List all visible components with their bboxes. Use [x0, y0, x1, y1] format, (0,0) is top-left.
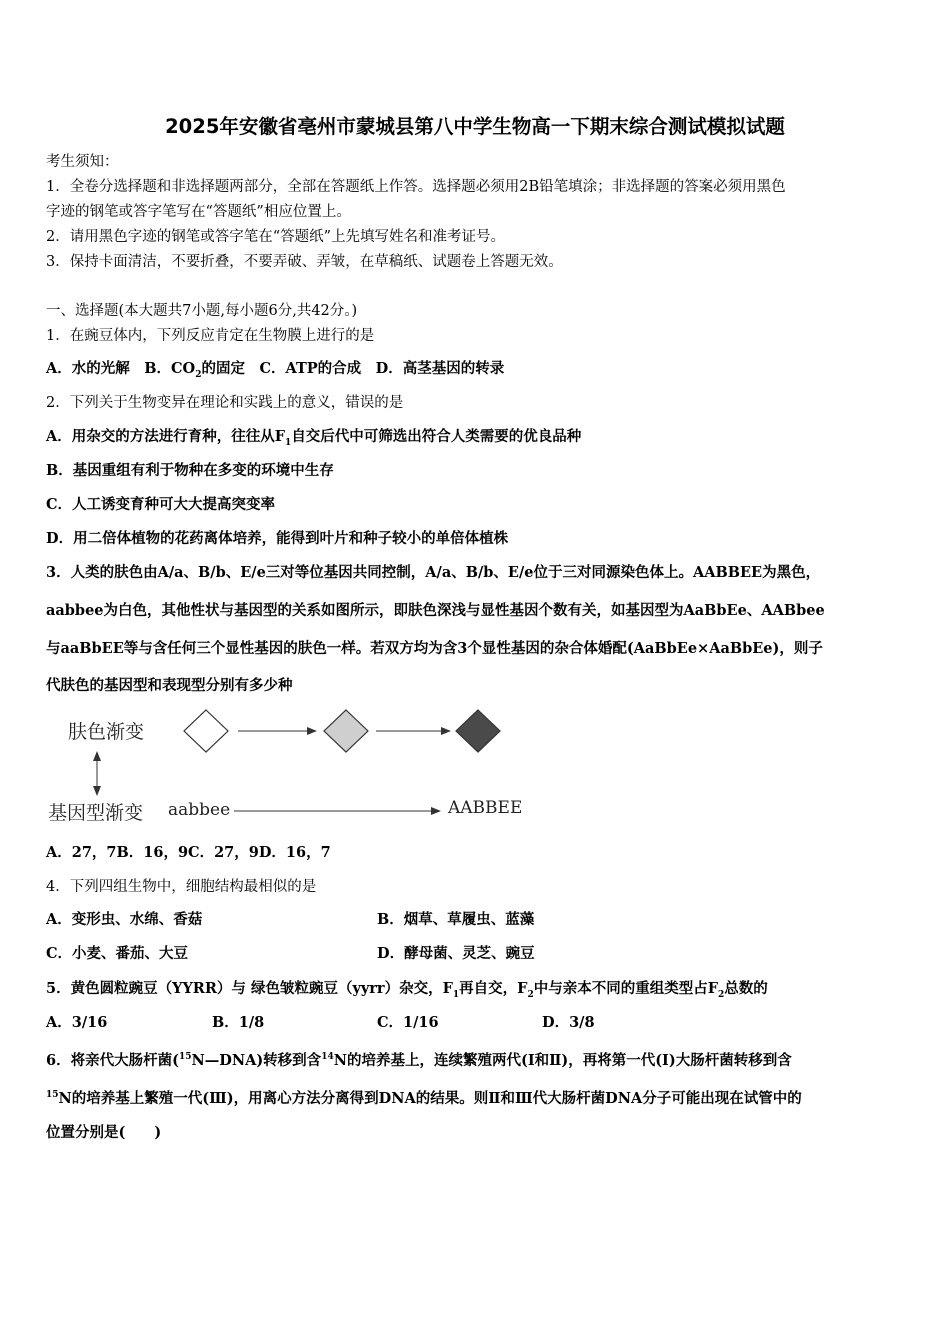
q4-option-c: C．小麦、番茄、大豆 [46, 945, 189, 962]
notice-heading: 考生须知： [46, 154, 119, 170]
q4-option-a: A．变形虫、水绵、香菇 [46, 911, 203, 928]
q4-option-b: B．烟草、草履虫、蓝藻 [377, 911, 535, 928]
q2-stem: 2．下列关于生物变异在理论和实践上的意义，错误的是 [46, 395, 404, 411]
q2-option-a: A．用杂交的方法进行育种，往往从$F_1$自交后代中可筛选出符合人类需要的优良品种 [46, 428, 582, 448]
skin-color-figure [46, 700, 546, 830]
q5-option-b: B．1/8 [212, 1014, 265, 1031]
q1-options: A．水的光解 B．$CO_2$的固定 C．ATP的合成 D．高茎基因的转录 [46, 360, 505, 380]
q2-option-d: D．用二倍体植物的花药离体培养，能得到叶片和种子较小的单倍体植株 [46, 530, 509, 547]
figure-label-genotype: 基因型渐变 [48, 802, 144, 824]
genotype-left: aabbee [168, 800, 231, 820]
diamond-light [184, 710, 228, 752]
q6-stem-line2: $^{15}$N的培养基上繁殖一代(Ⅲ)，用离心方法分离得到DNA的结果。则Ⅱ和Ⅲ代大肠杆菌DNA分子可能出现在试管中的 [46, 1089, 802, 1107]
q5-option-c: C．1/16 [377, 1014, 439, 1031]
q4-option-d: D．酵母菌、灵芝、豌豆 [377, 945, 535, 962]
q6-stem-line1: 6．将亲代大肠杆菌($^{15}$N—DNA)转移到含$^{14}$N的培养基上，连续繁殖两代(Ⅰ和Ⅱ)，再将第一代(Ⅰ)大肠杆菌转移到含 [46, 1051, 792, 1069]
q3-stem-line3: 与aaBbEE等与含任何三个显性基因的肤色一样。若双方均为含3个显性基因的杂合体婚配(AaBbEe×AaBbEe)，则子 [46, 640, 823, 657]
notice-item-1-cont: 字迹的钢笔或答字笔写在“答题纸”相应位置上。 [46, 204, 351, 220]
q1-stem: 1．在豌豆体内，下列反应肯定在生物膜上进行的是 [46, 328, 375, 344]
genotype-right: AABBEE [448, 798, 523, 818]
figure-label-skin: 肤色渐变 [68, 721, 145, 743]
q5-option-d: D．3/8 [542, 1014, 595, 1031]
section-heading: 一、选择题(本大题共7小题,每小题6分,共42分。) [46, 303, 358, 319]
figure-graphics [46, 700, 546, 830]
q3-options: A．27，7B．16，9C．27，9D．16，7 [46, 844, 331, 861]
q2-option-c: C．人工诱变育种可大大提高突变率 [46, 496, 276, 513]
q3-stem-line4: 代肤色的基因型和表现型分别有多少种 [46, 677, 293, 694]
q3-stem-line1: 3．人类的肤色由A/a、B/b、E/e三对等位基因共同控制，A/a、B/b、E/e位于三对同源染色体上。AABBEE为黑色， [46, 564, 821, 581]
q3-stem-line2: aabbee为白色，其他性状与基因型的关系如图所示，即肤色深浅与显性基因个数有关，如基因型为AaBbEe、AABbee [46, 602, 825, 619]
diamond-dark [456, 710, 500, 752]
notice-item-2: 2．请用黑色字迹的钢笔或答字笔在“答题纸”上先填写姓名和准考证号。 [46, 229, 506, 245]
q5-stem: 5．黄色圆粒豌豆（YYRR）与 绿色皱粒豌豆（yyrr）杂交，$F_1$再自交，$F_2$中与亲本不同的重组类型占$F_2$总数的 [46, 980, 768, 1000]
q2-option-b: B．基因重组有利于物种在多变的环境中生存 [46, 462, 334, 479]
q5-option-a: A．3/16 [46, 1014, 108, 1031]
q6-stem-line3: 位置分别是( ) [46, 1124, 162, 1141]
notice-item-3: 3．保持卡面清洁，不要折叠，不要弄破、弄皱，在草稿纸、试题卷上答题无效。 [46, 254, 563, 270]
q4-stem: 4．下列四组生物中，细胞结构最相似的是 [46, 879, 317, 895]
page-title: 2025年安徽省亳州市蒙城县第八中学生物高一下期末综合测试模拟试题 [165, 115, 785, 138]
diamond-medium [324, 710, 368, 752]
notice-item-1: 1．全卷分选择题和非选择题两部分，全部在答题纸上作答。选择题必须用2B铅笔填涂；非选择题的答案必须用黑色 [46, 179, 786, 195]
